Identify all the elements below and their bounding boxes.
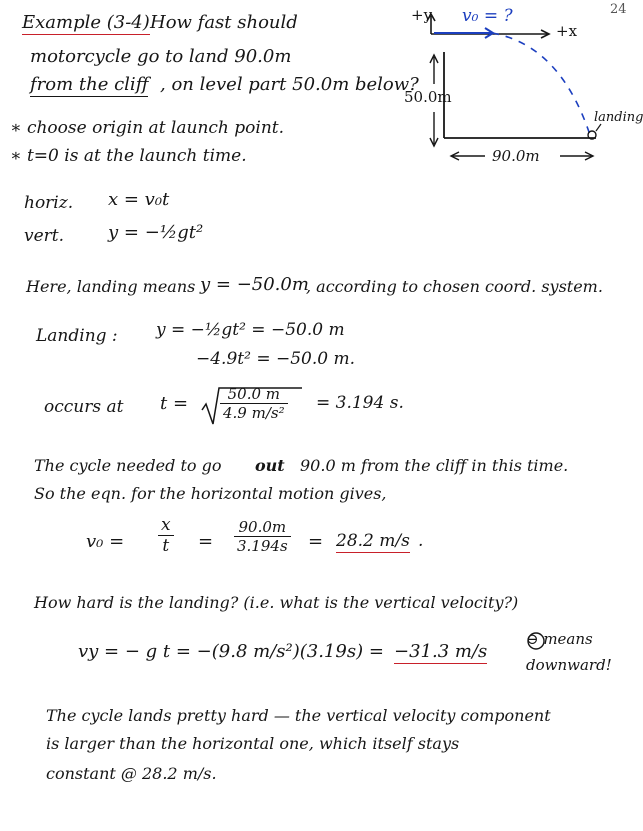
- v0-label: v₀ = ?: [462, 6, 513, 26]
- v0-result-period: .: [418, 531, 424, 551]
- landing-eq-2: −4.9t² = −50.0 m.: [196, 349, 356, 369]
- landing-coord-text: , according to chosen coord. system.: [306, 277, 603, 296]
- minus-note-line-1: ⊖ means: [526, 630, 593, 648]
- time-denominator: 3.194s: [237, 537, 288, 555]
- problem-line-3a: from the cliff: [30, 74, 149, 95]
- equals-sign-1: =: [198, 531, 214, 552]
- vy-equation: vy = − g t = −(9.8 m/s²)(3.19s) =: [78, 641, 384, 662]
- trajectory-path: [492, 33, 590, 135]
- y-axis-label: +y: [411, 6, 433, 24]
- example-title: Example (3-4): [22, 12, 150, 33]
- t-equals: t =: [160, 393, 189, 414]
- conclusion-line-2: is larger than the horizontal one, which itself stays: [46, 734, 460, 753]
- landing-means-text: Here, landing means: [26, 277, 196, 296]
- note-time: ∗ t=0 is at the launch time.: [10, 146, 247, 166]
- height-label: 50.0m: [404, 88, 452, 106]
- x-numerator: x: [158, 515, 174, 536]
- landing-calc-label: Landing :: [36, 326, 118, 346]
- landing-eq-1: y = −½gt² = −50.0 m: [156, 320, 345, 340]
- conclusion-line-3: constant @ 28.2 m/s.: [46, 764, 217, 783]
- distance-numerator: 90.0m: [234, 518, 291, 537]
- occurs-at-text: occurs at: [44, 397, 124, 417]
- cycle-line-1a: The cycle needed to go: [34, 456, 222, 475]
- minus-note-line-2: downward!: [526, 656, 612, 674]
- time-result: = 3.194 s.: [316, 393, 404, 413]
- conclusion-line-1: The cycle lands pretty hard — the vertical velocity component: [46, 706, 551, 725]
- x-axis-label: +x: [556, 22, 578, 40]
- horiz-label: horiz.: [24, 193, 74, 213]
- cycle-line-1b: 90.0 m from the cliff in this time.: [300, 456, 569, 475]
- vert-label: vert.: [24, 226, 65, 246]
- vert-equation: y = −½gt²: [108, 222, 204, 243]
- problem-line-1: How fast should: [150, 12, 298, 33]
- problem-line-3b: , on level part 50.0m below?: [160, 74, 419, 95]
- horiz-equation: x = v₀t: [108, 189, 170, 210]
- landing-label: landing: [594, 110, 643, 125]
- sqrt-numerator: 50.0 m: [220, 385, 288, 404]
- sqrt-fraction: [220, 385, 288, 422]
- page-number: 24: [610, 2, 627, 17]
- cycle-line-1-out: out: [255, 456, 285, 475]
- landing-pointer: [596, 124, 601, 131]
- cycle-line-2: So the eqn. for the horizontal motion gives,: [34, 484, 387, 503]
- x-over-t-fraction: [158, 515, 174, 556]
- problem-line-2: motorcycle go to land 90.0m: [30, 46, 292, 67]
- equals-sign-2: =: [308, 531, 324, 552]
- t-denominator: t: [162, 536, 170, 556]
- sqrt-denominator: 4.9 m/s²: [223, 404, 285, 422]
- distance-label: 90.0m: [492, 147, 540, 165]
- note-origin: ∗ choose origin at launch point.: [10, 118, 285, 138]
- vertical-question: How hard is the landing? (i.e. what is the vertical velocity?): [34, 593, 519, 612]
- landing-y-value: y = −50.0m: [200, 274, 309, 295]
- v0-equals: v₀ =: [86, 531, 125, 552]
- distance-over-time-fraction: [234, 518, 291, 555]
- vy-result: −31.3 m/s: [394, 641, 488, 662]
- v0-result: 28.2 m/s: [336, 531, 410, 551]
